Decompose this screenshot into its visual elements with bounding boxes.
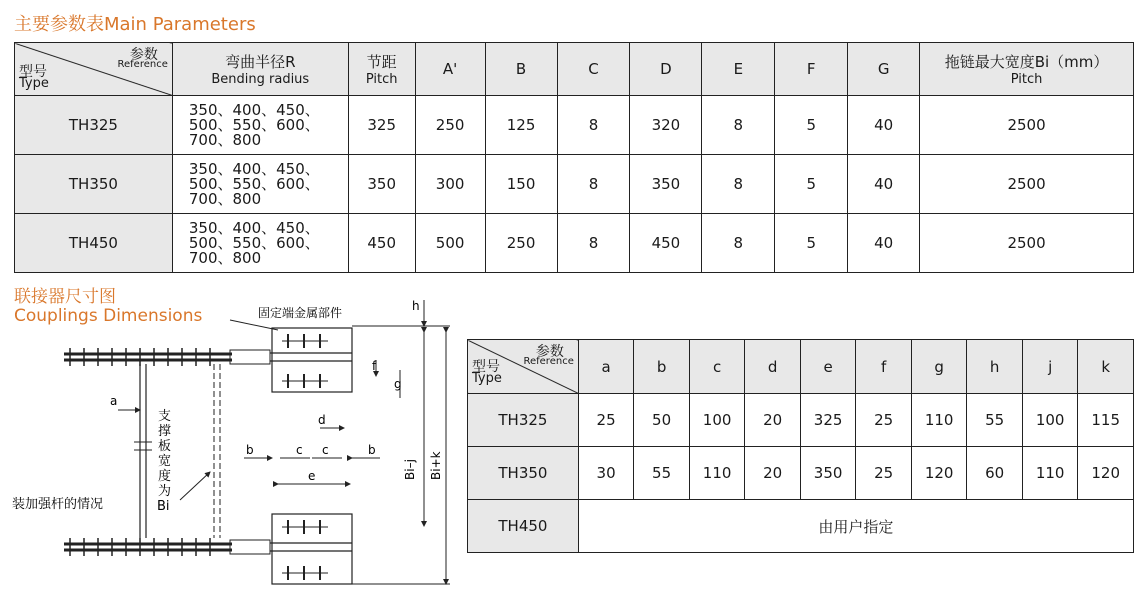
header-col-c: C <box>557 43 630 96</box>
header-col-b: b <box>634 340 690 394</box>
c-cell: 8 <box>557 96 630 155</box>
e-cell: 8 <box>702 96 775 155</box>
value-cell: 30 <box>578 447 634 500</box>
dim-b-left-label: b <box>246 443 254 457</box>
table-row <box>468 500 1134 553</box>
table-header-row <box>468 340 1134 394</box>
reference-label-cn: 参数 <box>129 47 158 63</box>
value-cell: 325 <box>800 394 856 447</box>
table-row <box>15 155 1134 214</box>
f-cell: 5 <box>775 96 848 155</box>
dim-e-label: e <box>308 469 316 483</box>
value-cell: 25 <box>856 447 912 500</box>
f-cell: 5 <box>775 155 848 214</box>
type-cell: TH450 <box>468 500 579 553</box>
reference-label-en: Reference <box>117 59 168 70</box>
couplings-title-en: Couplings Dimensions <box>14 306 203 326</box>
dim-b-right-label: b <box>368 443 376 457</box>
e-cell: 8 <box>702 214 775 273</box>
header-col-e: E <box>702 43 775 96</box>
type-cell: TH350 <box>15 155 173 214</box>
header-col-g: g <box>911 340 967 394</box>
type-label-cn: 型号 <box>19 64 47 80</box>
g-cell: 40 <box>848 214 920 273</box>
dim-h-label: h <box>412 299 420 313</box>
d-cell: 350 <box>630 155 702 214</box>
c-cell: 8 <box>557 155 630 214</box>
radius-cell: 350、400、450、 500、550、600、 700、800 <box>172 214 348 273</box>
dim-f-label: f <box>372 359 377 373</box>
fixed-end-label: 固定端金属部件 <box>258 306 343 320</box>
pitch-cell: 350 <box>348 155 415 214</box>
b-cell: 125 <box>485 96 557 155</box>
f-cell: 5 <box>775 214 848 273</box>
type-cell: TH350 <box>468 447 579 500</box>
reference-label-cn: 参数 <box>535 344 564 360</box>
svg-text:为: 为 <box>158 484 172 499</box>
header-col-e: e <box>800 340 856 394</box>
main-parameters-title: 主要参数表Main Parameters <box>14 14 256 35</box>
value-cell: 120 <box>1078 447 1134 500</box>
value-cell: 55 <box>967 394 1023 447</box>
table-row <box>468 394 1134 447</box>
diagonal-header-cell <box>468 340 579 394</box>
d-cell: 320 <box>630 96 702 155</box>
header-bending-radius: 弯曲半径R Bending radius <box>172 43 348 96</box>
table-row <box>15 214 1134 273</box>
value-cell: 25 <box>578 394 634 447</box>
width-cell: 2500 <box>920 214 1134 273</box>
couplings-title-cn: 联接器尺寸图 <box>14 287 116 307</box>
type-cell: TH450 <box>15 214 173 273</box>
coupling-dimension-diagram <box>0 287 465 596</box>
top-chain-rail <box>64 348 352 366</box>
reference-label-en: Reference <box>523 356 574 367</box>
fixed-end-bracket-bottom <box>272 514 352 584</box>
svg-text:Bi: Bi <box>157 499 170 514</box>
bottom-chain-rail <box>64 538 352 556</box>
reinforcement-rod <box>134 364 220 538</box>
dim-c1-label: c <box>296 443 303 457</box>
main-parameters-table <box>14 42 1134 273</box>
dim-a-label: a <box>110 394 118 408</box>
a-cell: 250 <box>415 96 485 155</box>
svg-text:板: 板 <box>158 439 172 454</box>
b-cell: 150 <box>485 155 557 214</box>
reinforce-label: 装加强杆的情况 <box>12 497 104 512</box>
couplings-table <box>467 339 1134 553</box>
header-col-a: A' <box>415 43 485 96</box>
dim-g-label: g <box>394 377 402 391</box>
header-max-width: 拖链最大宽度Bi（mm） Pitch <box>920 43 1134 96</box>
header-pitch: 节距 Pitch <box>348 43 415 96</box>
fixed-end-bracket-top <box>272 328 352 392</box>
value-cell: 350 <box>800 447 856 500</box>
e-cell: 8 <box>702 155 775 214</box>
value-cell: 100 <box>689 394 745 447</box>
value-cell: 25 <box>856 394 912 447</box>
type-label-cn: 型号 <box>472 359 500 375</box>
width-cell: 2500 <box>920 96 1134 155</box>
b-cell: 250 <box>485 214 557 273</box>
header-col-f: F <box>775 43 848 96</box>
svg-text:宽: 宽 <box>158 454 172 469</box>
table-row <box>468 447 1134 500</box>
value-cell: 115 <box>1078 394 1134 447</box>
table-header-row <box>15 43 1134 96</box>
g-cell: 40 <box>848 155 920 214</box>
dim-c2-label: c <box>322 443 329 457</box>
svg-text:支: 支 <box>158 409 172 424</box>
pitch-cell: 450 <box>348 214 415 273</box>
value-cell: 110 <box>689 447 745 500</box>
type-cell: TH325 <box>15 96 173 155</box>
c-cell: 8 <box>557 214 630 273</box>
type-label-en: Type <box>19 76 49 91</box>
value-cell: 60 <box>967 447 1023 500</box>
header-col-d: d <box>745 340 801 394</box>
header-col-k: k <box>1078 340 1134 394</box>
dim-bi-j-label: Bi–j <box>403 459 417 480</box>
pitch-cell: 325 <box>348 96 415 155</box>
header-col-b: B <box>485 43 557 96</box>
value-cell: 110 <box>1022 447 1078 500</box>
header-col-g: G <box>848 43 920 96</box>
g-cell: 40 <box>848 96 920 155</box>
header-col-h: h <box>967 340 1023 394</box>
header-col-f: f <box>856 340 912 394</box>
type-cell: TH325 <box>468 394 579 447</box>
d-cell: 450 <box>630 214 702 273</box>
header-col-c: c <box>689 340 745 394</box>
user-specified-note: 由用户指定 <box>578 500 1133 553</box>
width-cell: 2500 <box>920 155 1134 214</box>
value-cell: 50 <box>634 394 690 447</box>
radius-cell: 350、400、450、 500、550、600、 700、800 <box>172 155 348 214</box>
dim-bi-k-label: Bi+k <box>429 451 443 480</box>
value-cell: 55 <box>634 447 690 500</box>
a-cell: 300 <box>415 155 485 214</box>
header-col-j: j <box>1022 340 1078 394</box>
type-label-en: Type <box>472 371 502 386</box>
radius-cell: 350、400、450、 500、550、600、 700、800 <box>172 96 348 155</box>
header-col-d: D <box>630 43 702 96</box>
value-cell: 120 <box>911 447 967 500</box>
diagonal-header-cell <box>15 43 173 96</box>
value-cell: 110 <box>911 394 967 447</box>
value-cell: 20 <box>745 447 801 500</box>
table-row <box>15 96 1134 155</box>
svg-text:撑: 撑 <box>158 424 172 439</box>
header-col-a: a <box>578 340 634 394</box>
a-cell: 500 <box>415 214 485 273</box>
dim-d-label: d <box>318 413 326 427</box>
support-width-label <box>157 408 171 514</box>
value-cell: 20 <box>745 394 801 447</box>
svg-text:度: 度 <box>158 469 172 484</box>
value-cell: 100 <box>1022 394 1078 447</box>
